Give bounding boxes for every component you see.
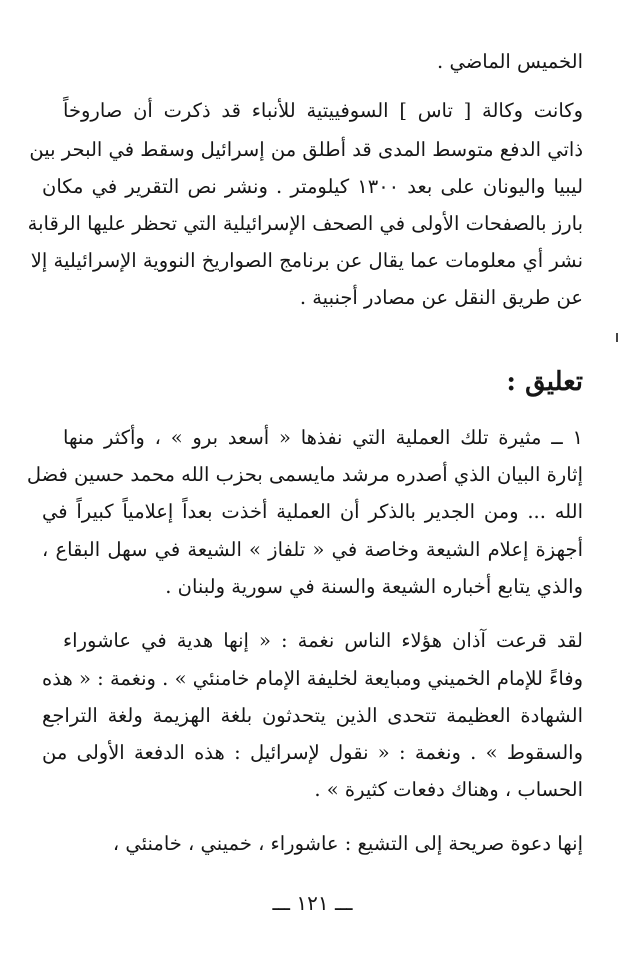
text-line: عن طريق النقل عن مصادر أجنبية . xyxy=(299,286,583,309)
text-line: أجهزة إعلام الشيعة وخاصة في « تلفاز » الشيعة في سهل البقاع ، xyxy=(42,538,583,561)
text-line: لقد قرعت آذان هؤلاء الناس نغمة : « إنها هدية في عاشوراء xyxy=(63,629,583,652)
text-line: والسقوط » . ونغمة : « نقول لإسرائيل : هذه الدفعة الأولى من xyxy=(42,741,583,764)
text-line: وفاءً للإمام الخميني ومبايعة لخليفة الإمام خامنئي » . ونغمة : « هذه xyxy=(42,667,583,690)
text-line: إنها دعوة صريحة إلى التشيع : عاشوراء ، خميني ، خامنئي ، xyxy=(112,832,583,855)
text-line: ليبيا واليونان على بعد ١٣٠٠ كيلومتر . ونشر نص التقرير في مكان xyxy=(42,175,584,198)
text-line: الشهادة العظيمة تتحدى الذين يتحدثون بلغة الهزيمة ولغة التراجع xyxy=(42,704,583,727)
text-line: الخميس الماضي . xyxy=(437,50,583,73)
text-line: نشر أي معلومات عما يقال عن برنامج الصواريخ النووية الإسرائيلية إلا xyxy=(30,249,583,272)
text-line: ذاتي الدفع متوسط المدى قد أطلق من إسرائيل وسقط في البحر بين xyxy=(29,138,583,161)
section-heading: تعليق : xyxy=(506,367,583,397)
margin-mark xyxy=(616,333,618,342)
page-number: ـــ ١٢١ ـــ xyxy=(272,891,353,915)
text-line: ١ ــ مثيرة تلك العملية التي نفذها « أسعد برو » ، وأكثر منها xyxy=(63,426,583,449)
text-line: بارز بالصفحات الأولى في الصحف الإسرائيلية التي تحظر عليها الرقابة xyxy=(27,212,583,235)
text-line: الله ... ومن الجدير بالذكر أن العملية أخذت بعداً إعلامياً كبيراً في xyxy=(42,500,583,523)
text-line: إثارة البيان الذي أصدره مرشد مايسمى بحزب الله محمد حسين فضل xyxy=(26,463,583,486)
text-line: وكانت وكالة [ تاس ] السوفييتية للأنباء قد ذكرت أن صاروخاً xyxy=(63,99,583,122)
text-line: والذي يتابع أخباره الشيعة والسنة في سورية ولبنان . xyxy=(165,575,583,598)
text-line: الحساب ، وهناك دفعات كثيرة » . xyxy=(314,778,583,801)
